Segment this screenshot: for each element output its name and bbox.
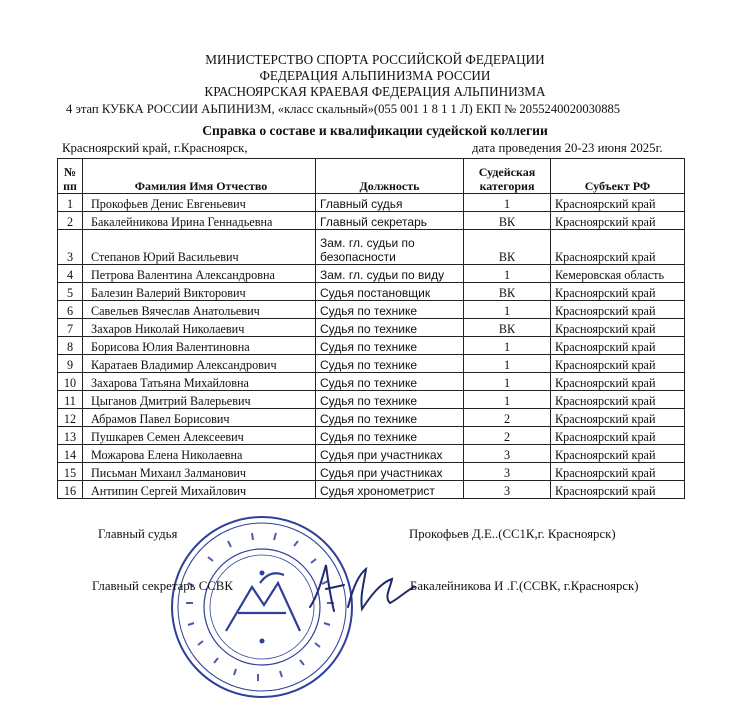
row-num: 16 [58, 481, 83, 499]
table-row [58, 481, 685, 499]
row-name: Антипин Сергей Михайлович [83, 481, 316, 499]
event-line: 4 этап КУБКА РОССИИ АЬПИНИЗМ, «класс скальный»(055 001 1 8 1 1 Л) ЕКП № 2055240020030885 [66, 102, 621, 116]
row-name: Можарова Елена Николаевна [83, 445, 316, 463]
table-row [58, 265, 685, 283]
table-row [58, 409, 685, 427]
row-region: Красноярский край [551, 355, 685, 373]
event-date: дата проведения 20-23 июня 2025г. [472, 141, 663, 155]
row-name: Пушкарев Семен Алексеевич [83, 427, 316, 445]
row-name: Цыганов Дмитрий Валерьевич [83, 391, 316, 409]
header-category: Судейская категория [464, 159, 551, 194]
chief-secretary-name: Бакалейникова И .Г.(ССВК, г.Красноярск) [410, 579, 639, 593]
row-name: Абрамов Павел Борисович [83, 409, 316, 427]
row-num: 1 [58, 194, 83, 212]
row-position: Судья по технике [316, 409, 464, 427]
header-region: Субъект РФ [551, 159, 685, 194]
row-name: Бакалейникова Ирина Геннадьевна [83, 212, 316, 230]
row-num: 12 [58, 409, 83, 427]
header-position: Должность [316, 159, 464, 194]
row-category: 1 [464, 373, 551, 391]
table-row [58, 355, 685, 373]
row-name: Савельев Вячеслав Анатольевич [83, 301, 316, 319]
table-row [58, 194, 685, 212]
row-num: 7 [58, 319, 83, 337]
row-position: Судья по технике [316, 373, 464, 391]
row-category: 3 [464, 445, 551, 463]
row-num: 4 [58, 265, 83, 283]
table-row [58, 427, 685, 445]
table-row [58, 319, 685, 337]
table-row [58, 212, 685, 230]
row-num: 11 [58, 391, 83, 409]
row-category: 1 [464, 355, 551, 373]
chief-judge-name: Прокофьев Д.Е..(СС1К,г. Красноярск) [409, 527, 616, 541]
row-position: Судья по технике [316, 355, 464, 373]
row-region: Красноярский край [551, 230, 685, 265]
row-region: Красноярский край [551, 463, 685, 481]
table-row [58, 463, 685, 481]
row-region: Красноярский край [551, 337, 685, 355]
row-position: Зам. гл. судьи по безопасности [316, 230, 464, 265]
federation-line: ФЕДЕРАЦИЯ АЛЬПИНИЗМА РОССИИ [259, 68, 491, 83]
row-name: Прокофьев Денис Евгеньевич [83, 194, 316, 212]
row-category: ВК [464, 212, 551, 230]
regional-federation-line: КРАСНОЯРСКАЯ КРАЕВАЯ ФЕДЕРАЦИЯ АЛЬПИНИЗМА [204, 84, 546, 99]
row-num: 3 [58, 230, 83, 265]
row-category: 1 [464, 265, 551, 283]
row-category: ВК [464, 230, 551, 265]
row-position: Судья при участниках [316, 463, 464, 481]
table-row [58, 230, 685, 265]
document-title: Справка о составе и квалификации судейской коллегии [202, 123, 548, 138]
row-category: 1 [464, 301, 551, 319]
table-row [58, 337, 685, 355]
table-row [58, 283, 685, 301]
chief-secretary-label: Главный секретарь ССВК [92, 579, 233, 593]
row-category: 1 [464, 194, 551, 212]
row-num: 8 [58, 337, 83, 355]
row-category: 3 [464, 481, 551, 499]
row-name: Письман Михаил Залманович [83, 463, 316, 481]
table-row [58, 391, 685, 409]
row-name: Захарова Татьяна Михайловна [83, 373, 316, 391]
ministry-line: МИНИСТЕРСТВО СПОРТА РОССИЙСКОЙ ФЕДЕРАЦИИ [205, 52, 545, 67]
judges-table [57, 158, 685, 499]
row-num: 5 [58, 283, 83, 301]
row-region: Красноярский край [551, 391, 685, 409]
row-region: Красноярский край [551, 481, 685, 499]
row-num: 13 [58, 427, 83, 445]
row-position: Главный секретарь [316, 212, 464, 230]
table-row [58, 445, 685, 463]
header-num: № пп [58, 159, 83, 194]
row-position: Судья по технике [316, 427, 464, 445]
table-row [58, 301, 685, 319]
row-category: 1 [464, 337, 551, 355]
row-region: Кемеровская область [551, 265, 685, 283]
row-category: 2 [464, 427, 551, 445]
chief-judge-label: Главный судья [98, 527, 178, 541]
row-name: Балезин Валерий Викторович [83, 283, 316, 301]
row-region: Красноярский край [551, 283, 685, 301]
row-region: Красноярский край [551, 194, 685, 212]
row-region: Красноярский край [551, 301, 685, 319]
row-category: 3 [464, 463, 551, 481]
row-name: Борисова Юлия Валентиновна [83, 337, 316, 355]
row-region: Красноярский край [551, 373, 685, 391]
header-name: Фамилия Имя Отчество [83, 159, 316, 194]
event-place: Красноярский край, г.Красноярск, [62, 141, 248, 155]
row-num: 15 [58, 463, 83, 481]
table-body [58, 194, 685, 499]
row-num: 6 [58, 301, 83, 319]
row-position: Судья по технике [316, 319, 464, 337]
row-region: Красноярский край [551, 319, 685, 337]
row-category: ВК [464, 319, 551, 337]
row-position: Судья по технике [316, 391, 464, 409]
row-num: 14 [58, 445, 83, 463]
row-name: Захаров Николай Николаевич [83, 319, 316, 337]
row-position: Судья по технике [316, 337, 464, 355]
row-name: Петрова Валентина Александровна [83, 265, 316, 283]
row-position: Зам. гл. судьи по виду [316, 265, 464, 283]
row-category: ВК [464, 283, 551, 301]
row-region: Красноярский край [551, 427, 685, 445]
row-position: Судья постановщик [316, 283, 464, 301]
row-category: 1 [464, 391, 551, 409]
row-name: Каратаев Владимир Александрович [83, 355, 316, 373]
row-name: Степанов Юрий Васильевич [83, 230, 316, 265]
row-num: 10 [58, 373, 83, 391]
row-position: Главный судья [316, 194, 464, 212]
row-region: Красноярский край [551, 212, 685, 230]
row-category: 2 [464, 409, 551, 427]
row-region: Красноярский край [551, 445, 685, 463]
row-position: Судья по технике [316, 301, 464, 319]
row-region: Красноярский край [551, 409, 685, 427]
secretary-signature [300, 555, 420, 625]
row-num: 9 [58, 355, 83, 373]
row-position: Судья хронометрист [316, 481, 464, 499]
table-header-row [58, 159, 685, 194]
row-num: 2 [58, 212, 83, 230]
table-row [58, 373, 685, 391]
row-position: Судья при участниках [316, 445, 464, 463]
